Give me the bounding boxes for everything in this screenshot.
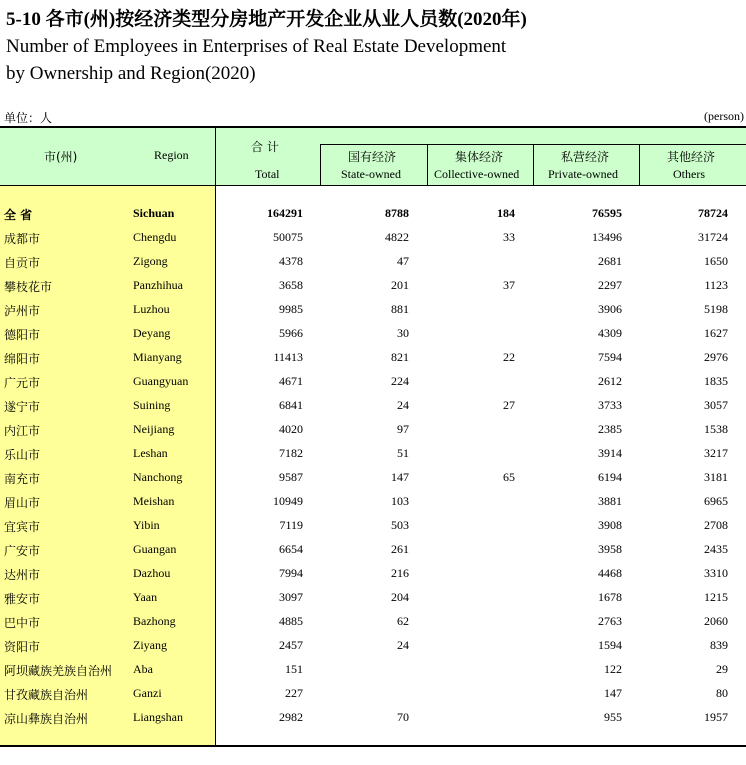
table-row: [0, 634, 746, 658]
value-others: 3057: [704, 398, 728, 412]
table-row: [0, 442, 746, 466]
value-state-owned: 30: [397, 326, 409, 340]
value-state-owned: 24: [397, 638, 409, 652]
region-name-en: Aba: [133, 662, 153, 676]
city-name-zh: 乐山市: [4, 448, 41, 462]
city-name-zh: 德阳市: [4, 328, 41, 342]
region-name-en: Suining: [133, 398, 171, 412]
city-name-zh: 自贡市: [4, 256, 41, 270]
header-total-en: Total: [255, 167, 280, 181]
value-private-owned: 6194: [598, 470, 622, 484]
value-private-owned: 2385: [598, 422, 622, 436]
value-others: 1627: [704, 326, 728, 340]
value-state-owned: 103: [391, 494, 409, 508]
header-total-zh: 合 计: [251, 140, 279, 154]
region-name-en: Dazhou: [133, 566, 171, 580]
city-name-zh: 甘孜藏族自治州: [4, 688, 89, 702]
city-name-zh: 广安市: [4, 544, 41, 558]
region-name-en: Mianyang: [133, 350, 182, 364]
header-private-zh: 私营经济: [561, 150, 610, 164]
value-total: 3097: [279, 590, 303, 604]
value-private-owned: 7594: [598, 350, 622, 364]
city-name-zh: 宜宾市: [4, 520, 41, 534]
value-private-owned: 2763: [598, 614, 622, 628]
value-state-owned: 62: [397, 614, 409, 628]
value-private-owned: 2297: [598, 278, 622, 292]
city-name-zh: 遂宁市: [4, 400, 41, 414]
region-name-en: Panzhihua: [133, 278, 183, 292]
value-total: 7994: [279, 566, 303, 580]
region-name-en: Nanchong: [133, 470, 183, 484]
ownership-divider-1: [320, 144, 321, 185]
region-name-en: Deyang: [133, 326, 171, 340]
value-others: 2976: [704, 350, 728, 364]
value-others: 1538: [704, 422, 728, 436]
value-state-owned: 503: [391, 518, 409, 532]
value-total: 11413: [273, 350, 303, 364]
region-name-en: Ziyang: [133, 638, 167, 652]
value-private-owned: 3908: [598, 518, 622, 532]
city-name-zh: 巴中市: [4, 616, 41, 630]
value-collective-owned: 33: [503, 230, 515, 244]
region-name-en: Leshan: [133, 446, 168, 460]
ownership-divider-3: [533, 144, 534, 185]
table-row: [0, 586, 746, 610]
value-collective-owned: 27: [503, 398, 515, 412]
value-private-owned: 2612: [598, 374, 622, 388]
value-state-owned: 204: [391, 590, 409, 604]
table-row: [0, 250, 746, 274]
table-row: [0, 394, 746, 418]
table-top-rule: [0, 126, 746, 128]
value-state-owned: 216: [391, 566, 409, 580]
value-collective-owned: 37: [503, 278, 515, 292]
value-state-owned: 8788: [385, 206, 409, 220]
city-name-zh: 全 省: [4, 208, 33, 222]
value-state-owned: 201: [391, 278, 409, 292]
value-total: 151: [285, 662, 303, 676]
table-row: [0, 490, 746, 514]
ownership-divider-2: [427, 144, 428, 185]
value-others: 5198: [704, 302, 728, 316]
value-others: 1650: [704, 254, 728, 268]
city-name-zh: 雅安市: [4, 592, 41, 606]
value-total: 6841: [279, 398, 303, 412]
table-row: [0, 370, 746, 394]
value-private-owned: 4468: [598, 566, 622, 580]
region-name-en: Liangshan: [133, 710, 183, 724]
region-name-en: Meishan: [133, 494, 175, 508]
value-others: 1835: [704, 374, 728, 388]
value-total: 50075: [273, 230, 303, 244]
region-name-en: Bazhong: [133, 614, 176, 628]
table-row: [0, 418, 746, 442]
value-others: 78724: [698, 206, 728, 220]
value-others: 1123: [704, 278, 728, 292]
region-name-en: Sichuan: [133, 206, 175, 220]
value-private-owned: 3733: [598, 398, 622, 412]
title-chinese: 5-10 各市(州)按经济类型分房地产开发企业从业人员数(2020年): [6, 9, 527, 30]
table-row: [0, 562, 746, 586]
value-private-owned: 2681: [598, 254, 622, 268]
title-english-line1: Number of Employees in Enterprises of Real Estate Development: [6, 36, 507, 57]
table-row: [0, 466, 746, 490]
table-row: [0, 346, 746, 370]
value-others: 80: [716, 686, 728, 700]
value-private-owned: 4309: [598, 326, 622, 340]
value-total: 4885: [279, 614, 303, 628]
table-bottom-rule: [0, 745, 746, 747]
value-others: 2435: [704, 542, 728, 556]
value-state-owned: 147: [391, 470, 409, 484]
header-state-en: State-owned: [341, 167, 401, 181]
region-name-en: Ganzi: [133, 686, 162, 700]
value-total: 7119: [279, 518, 303, 532]
table-row-total: [0, 202, 746, 226]
city-name-zh: 绵阳市: [4, 352, 41, 366]
value-others: 839: [710, 638, 728, 652]
region-name-en: Guangyuan: [133, 374, 189, 388]
value-private-owned: 122: [604, 662, 622, 676]
value-total: 3658: [279, 278, 303, 292]
region-name-en: Zigong: [133, 254, 168, 268]
value-others: 2708: [704, 518, 728, 532]
table-row: [0, 706, 746, 730]
value-total: 9587: [279, 470, 303, 484]
value-private-owned: 147: [604, 686, 622, 700]
value-total: 5966: [279, 326, 303, 340]
value-private-owned: 3958: [598, 542, 622, 556]
value-others: 2060: [704, 614, 728, 628]
city-name-zh: 资阳市: [4, 640, 41, 654]
city-name-zh: 阿坝藏族羌族自治州: [4, 664, 113, 678]
header-private-en: Private-owned: [548, 167, 618, 181]
table-row: [0, 610, 746, 634]
city-name-zh: 达州市: [4, 568, 41, 582]
value-state-owned: 821: [391, 350, 409, 364]
value-state-owned: 261: [391, 542, 409, 556]
value-state-owned: 51: [397, 446, 409, 460]
header-others-en: Others: [673, 167, 705, 181]
header-region-en: Region: [154, 148, 189, 162]
table-row: [0, 274, 746, 298]
region-name-en: Guangan: [133, 542, 177, 556]
value-others: 29: [716, 662, 728, 676]
value-total: 7182: [279, 446, 303, 460]
value-others: 3181: [704, 470, 728, 484]
table-row: [0, 226, 746, 250]
value-total: 6654: [279, 542, 303, 556]
table-row: [0, 514, 746, 538]
value-private-owned: 76595: [592, 206, 622, 220]
header-others-zh: 其他经济: [667, 150, 716, 164]
value-private-owned: 1594: [598, 638, 622, 652]
value-private-owned: 3881: [598, 494, 622, 508]
value-others: 3217: [704, 446, 728, 460]
value-state-owned: 97: [397, 422, 409, 436]
table-row: [0, 538, 746, 562]
value-private-owned: 955: [604, 710, 622, 724]
region-name-en: Yibin: [133, 518, 160, 532]
value-others: 1957: [704, 710, 728, 724]
title-english-line2: by Ownership and Region(2020): [6, 63, 256, 84]
header-city-zh: 市(州): [44, 150, 78, 164]
header-collective-en: Collective-owned: [434, 167, 520, 181]
value-state-owned: 70: [397, 710, 409, 724]
value-total: 10949: [273, 494, 303, 508]
value-total: 227: [285, 686, 303, 700]
value-total: 4020: [279, 422, 303, 436]
city-name-zh: 凉山彝族自治州: [4, 712, 89, 726]
value-total: 4378: [279, 254, 303, 268]
value-state-owned: 4822: [385, 230, 409, 244]
value-others: 6965: [704, 494, 728, 508]
city-name-zh: 广元市: [4, 376, 41, 390]
city-name-zh: 泸州市: [4, 304, 41, 318]
value-others: 31724: [698, 230, 728, 244]
value-state-owned: 881: [391, 302, 409, 316]
unit-label-english: (person): [704, 109, 744, 123]
value-state-owned: 24: [397, 398, 409, 412]
city-name-zh: 南充市: [4, 472, 41, 486]
region-name-en: Chengdu: [133, 230, 177, 244]
value-total: 2457: [279, 638, 303, 652]
value-private-owned: 13496: [592, 230, 622, 244]
value-private-owned: 1678: [598, 590, 622, 604]
region-name-en: Yaan: [133, 590, 158, 604]
value-total: 164291: [267, 206, 303, 220]
ownership-divider-4: [639, 144, 640, 185]
value-others: 3310: [704, 566, 728, 580]
region-name-en: Luzhou: [133, 302, 170, 316]
value-private-owned: 3914: [598, 446, 622, 460]
table-row: [0, 682, 746, 706]
value-collective-owned: 65: [503, 470, 515, 484]
value-state-owned: 224: [391, 374, 409, 388]
value-total: 9985: [279, 302, 303, 316]
value-state-owned: 47: [397, 254, 409, 268]
value-collective-owned: 22: [503, 350, 515, 364]
header-state-zh: 国有经济: [348, 150, 397, 164]
value-others: 1215: [704, 590, 728, 604]
unit-label-chinese: 单位：人: [4, 111, 53, 125]
value-private-owned: 3906: [598, 302, 622, 316]
table-row: [0, 658, 746, 682]
value-total: 4671: [279, 374, 303, 388]
table-row: [0, 298, 746, 322]
city-name-zh: 攀枝花市: [4, 280, 53, 294]
value-collective-owned: 184: [497, 206, 515, 220]
table-row: [0, 322, 746, 346]
city-name-zh: 眉山市: [4, 496, 41, 510]
value-total: 2982: [279, 710, 303, 724]
header-collective-zh: 集体经济: [455, 150, 504, 164]
city-name-zh: 内江市: [4, 424, 41, 438]
table-header-rule: [0, 185, 746, 186]
region-name-en: Neijiang: [133, 422, 175, 436]
city-name-zh: 成都市: [4, 232, 41, 246]
